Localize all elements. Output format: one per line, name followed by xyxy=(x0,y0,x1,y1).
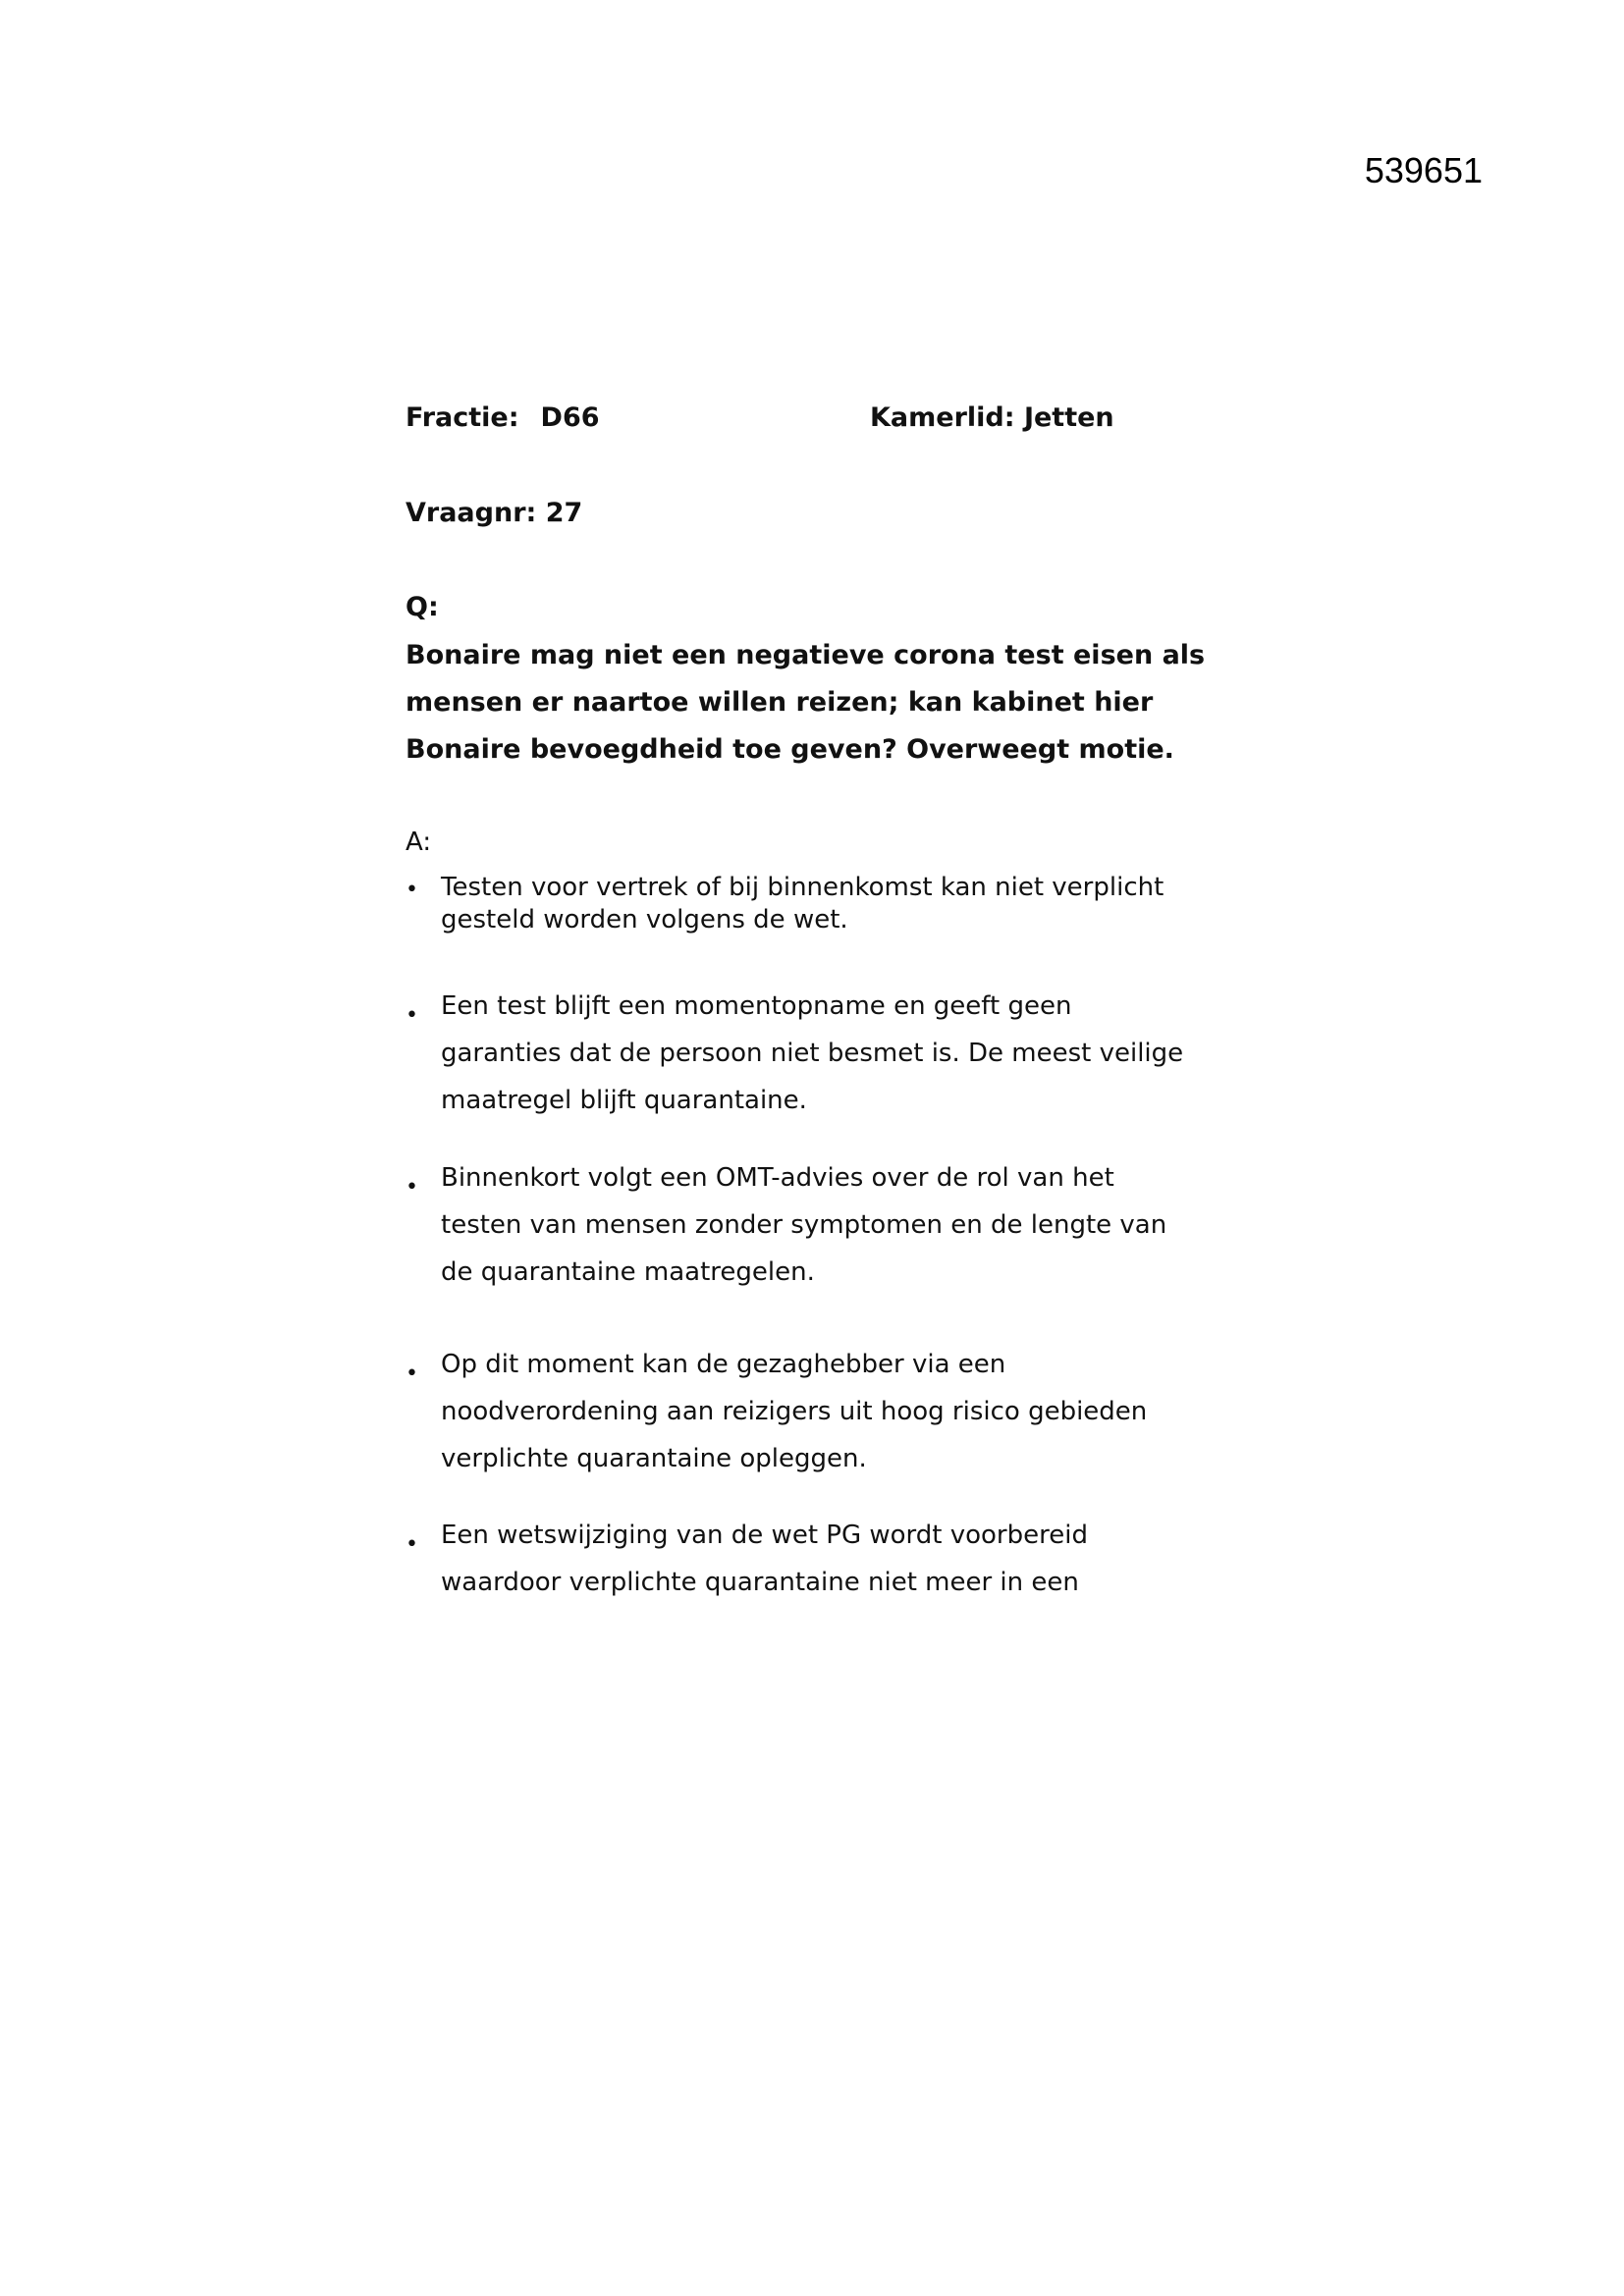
answer-line: noodverordening aan reizigers uit hoog risico gebieden xyxy=(441,1397,1148,1426)
question-line: mensen er naartoe willen reizen; kan kabinet hier xyxy=(406,687,1154,718)
answer-line: waardoor verplichte quarantaine niet meer in een xyxy=(441,1568,1079,1597)
answer-line: verplichte quarantaine opleggen. xyxy=(441,1444,867,1473)
answer-item xyxy=(406,983,1226,1124)
answer-item xyxy=(406,1341,1226,1482)
answer-line: gesteld worden volgens de wet. xyxy=(441,905,848,934)
bullet-icon: • xyxy=(406,1175,418,1200)
answer-line: Op dit moment kan de gezaghebber via een xyxy=(441,1350,1006,1379)
question-line: Bonaire bevoegdheid toe geven? Overweegt motie. xyxy=(406,734,1174,765)
fractie-label: Fractie: xyxy=(406,402,519,433)
bullet-icon: • xyxy=(406,1532,418,1557)
bullet-icon: • xyxy=(406,878,418,902)
answer-line: garanties dat de persoon niet besmet is. De meest veilige xyxy=(441,1039,1184,1068)
answer-line: maatregel blijft quarantaine. xyxy=(441,1086,807,1115)
document-id: 539651 xyxy=(1364,150,1483,190)
answer-item xyxy=(406,872,1226,936)
answer-line: Binnenkort volgt een OMT-advies over de rol van het xyxy=(441,1163,1114,1193)
answer-line: de quarantaine maatregelen. xyxy=(441,1257,815,1287)
question-line: Bonaire mag niet een negatieve corona test eisen als xyxy=(406,640,1206,670)
question-text xyxy=(406,632,1250,774)
bullet-icon: • xyxy=(406,1362,418,1386)
answer-line: Een test blijft een momentopname en geeft geen xyxy=(441,991,1072,1021)
answer-line: Testen voor vertrek of bij binnenkomst kan niet verplicht xyxy=(441,873,1164,902)
question-number: Vraagnr: 27 xyxy=(406,498,583,528)
kamerlid-field: Kamerlid: Jetten xyxy=(870,402,1114,433)
answer-line: Een wetswijziging van de wet PG wordt voorbereid xyxy=(441,1521,1088,1550)
answer-line: testen van mensen zonder symptomen en de lengte van xyxy=(441,1210,1167,1240)
fractie-value: D66 xyxy=(540,402,600,433)
fractie-field xyxy=(406,402,600,433)
answer-item xyxy=(406,1154,1226,1296)
question-label: Q: xyxy=(406,592,439,622)
answer-label: A: xyxy=(406,828,432,857)
answer-item xyxy=(406,1512,1226,1606)
bullet-icon: • xyxy=(406,1003,418,1028)
